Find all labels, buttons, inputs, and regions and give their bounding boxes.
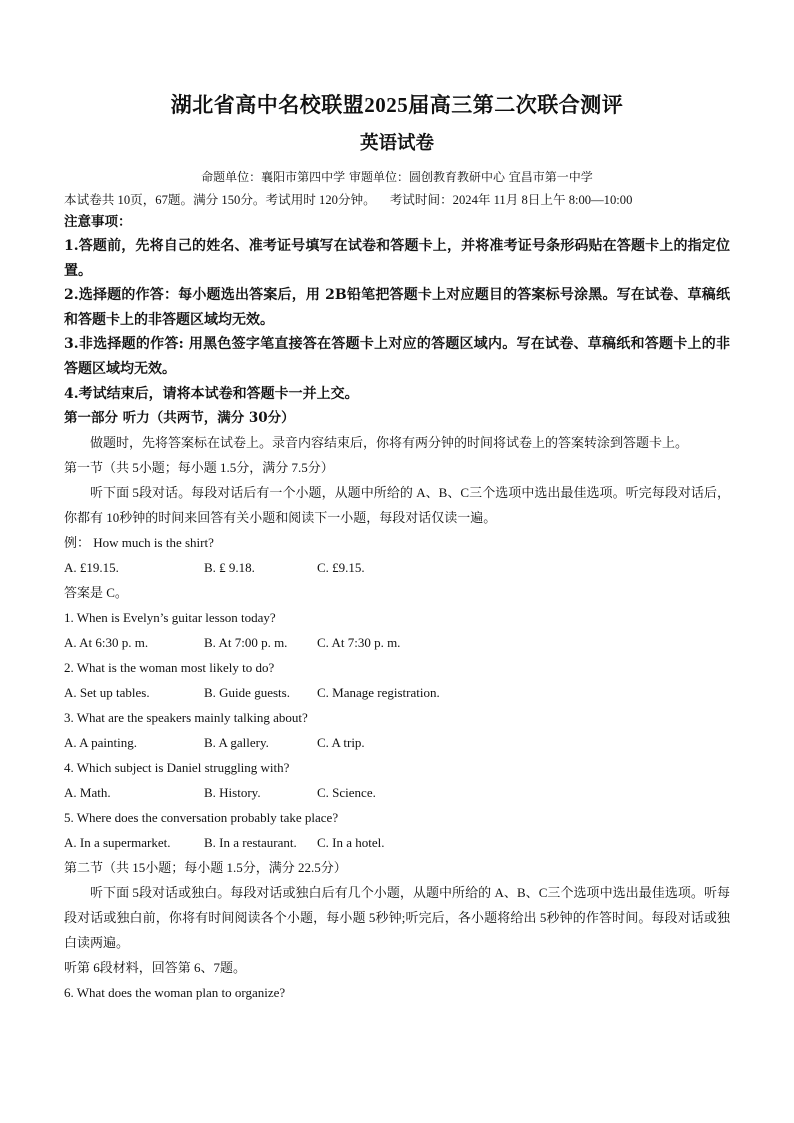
example-answer: 答案是 C。 <box>64 585 128 601</box>
question-3-options <box>64 730 730 755</box>
option-b: B. In a restaurant. <box>204 835 297 851</box>
option-b: B. History. <box>204 785 261 801</box>
question-5: 5. Where does the conversation probably take place? <box>64 810 339 826</box>
option-a: A. At 6:30 p. m. <box>64 635 149 651</box>
exam-meta-right: 考试时间：2024年 11月 8日上午 8:00—10:00 <box>389 193 633 207</box>
exam-subtitle: 英语试卷 <box>359 134 434 154</box>
section1-heading: 第一节（共 5小题；每小题 1.5分，满分 7.5分） <box>64 460 334 476</box>
option-a: A. In a supermarket. <box>64 835 171 851</box>
exam-meta-left: 本试卷共 10页，67题。满分 150分。考试用时 120分钟。 <box>64 193 376 207</box>
question-4-options <box>64 780 730 805</box>
question-1-options <box>64 630 730 655</box>
question-3: 3. What are the speakers mainly talking about? <box>64 710 308 726</box>
option-b: B. Guide guests. <box>204 685 290 701</box>
question-5-options <box>64 830 730 855</box>
option-c: C. £9.15. <box>317 560 365 576</box>
notice-item: 2.选择题的作答：每小题选出答案后，用 2B铅笔把答题卡上对应题目的答案标号涂黑。写在试卷、草稿纸和答题卡上的非答题区域均无效。 <box>64 287 730 328</box>
question-2: 2. What is the woman most likely to do? <box>64 660 275 676</box>
option-b: B. At 7:00 p. m. <box>204 635 288 651</box>
option-c: C. In a hotel. <box>317 835 385 851</box>
exam-units: 命题单位：襄阳市第四中学 审题单位：圆创教育教研中心 宜昌市第一中学 <box>201 170 593 184</box>
notice-item: 3.非选择题的作答: 用黑色签字笔直接答在答题卡上对应的答题区域内。写在试卷、草稿纸和答题卡上的非答题区域均无效。 <box>64 336 730 377</box>
question-1: 1. When is Evelyn’s guitar lesson today? <box>64 610 276 626</box>
option-b: B. A gallery. <box>204 735 269 751</box>
option-a: A. A painting. <box>64 735 137 751</box>
question-6: 6. What does the woman plan to organize? <box>64 985 286 1001</box>
question-2-options <box>64 680 730 705</box>
notice-item: 1.答题前，先将自己的姓名、准考证号填写在试卷和答题卡上，并将准考证号条形码贴在答题卡上的指定位置。 <box>64 238 730 279</box>
option-c: C. At 7:30 p. m. <box>317 635 401 651</box>
section2-intro: 听下面 5段对话或独白。每段对话或独白后有几个小题，从题中所给的 A、B、C三个选项中选出最佳选项。听每段对话或独白前，你将有时间阅读各个小题，每小题 5秒钟;听完后，各小题将给出 5秒钟的作答时间。每段对话或独白读两遍。 <box>64 885 730 951</box>
option-c: C. Manage registration. <box>317 685 440 701</box>
option-a: A. £19.15. <box>64 560 119 576</box>
part1-heading: 第一部分 听力（共两节，满分 30分） <box>64 410 295 427</box>
option-b: B. ₤ 9.18. <box>204 560 255 576</box>
notice-item: 4.考试结束后，请将本试卷和答题卡一并上交。 <box>64 385 359 402</box>
material-6: 听第 6段材料，回答第 6、7题。 <box>64 960 247 976</box>
example-question: 例： How much is the shirt? <box>64 535 214 551</box>
option-a: A. Math. <box>64 785 111 801</box>
exam-title: 湖北省高中名校联盟2025届高三第二次联合测评 <box>170 93 624 117</box>
exam-meta <box>64 190 730 210</box>
option-c: C. A trip. <box>317 735 365 751</box>
notice-heading: 注意事项： <box>64 214 132 230</box>
section2-heading: 第二节（共 15小题；每小题 1.5分，满分 22.5分） <box>64 860 347 876</box>
option-a: A. Set up tables. <box>64 685 150 701</box>
part1-intro: 做题时，先将答案标在试卷上。录音内容结束后，你将有两分钟的时间将试卷上的答案转涂到答题卡上。 <box>90 435 689 451</box>
option-c: C. Science. <box>317 785 376 801</box>
section1-intro: 听下面 5段对话。每段对话后有一个小题，从题中所给的 A、B、C三个选项中选出最佳选项。听完每段对话后，你都有 10秒钟的时间来回答有关小题和阅读下一小题，每段对话仅读一遍。 <box>64 485 730 526</box>
example-options <box>64 555 730 580</box>
question-4: 4. Which subject is Daniel struggling with? <box>64 760 290 776</box>
